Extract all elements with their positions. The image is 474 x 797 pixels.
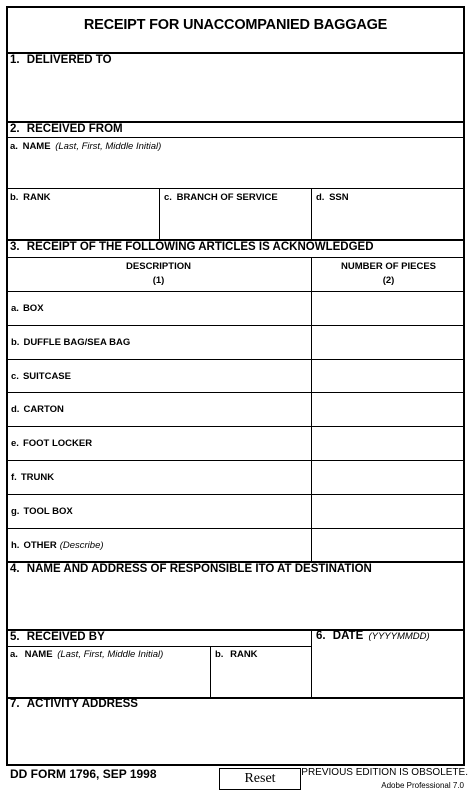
- received-by-name-label: a. NAME (Last, First, Middle Initial): [10, 649, 164, 660]
- delivered-to-field[interactable]: [10, 69, 462, 119]
- divider-received-by-date: [311, 629, 312, 697]
- section-4-number: 4.: [10, 563, 20, 575]
- article-row-label: a. BOX: [11, 303, 44, 314]
- column-header-description: DESCRIPTION (1): [126, 261, 191, 286]
- divider-name-rank: [210, 646, 211, 697]
- article-pieces-field[interactable]: [315, 430, 462, 456]
- article-row-rule: [6, 392, 465, 393]
- activity-address-field[interactable]: [10, 714, 462, 762]
- section-6-header: [316, 630, 430, 642]
- received-from-ssn-field[interactable]: [315, 206, 462, 236]
- reset-button[interactable]: Reset: [219, 768, 301, 790]
- article-row-label: d. CARTON: [11, 404, 64, 416]
- rule-s3-colhead-bottom: [6, 291, 465, 292]
- divider-branch-ssn: [311, 188, 312, 240]
- section-1-header: [10, 54, 112, 66]
- software-note: Adobe Professional 7.0: [381, 781, 464, 790]
- previous-edition-note: PREVIOUS EDITION IS OBSOLETE.: [301, 767, 468, 778]
- received-from-name-label: a. NAME (Last, First, Middle Initial): [10, 141, 162, 152]
- column-header-number-of-pieces: NUMBER OF PIECES (2): [340, 261, 436, 286]
- section-5-number: 5.: [10, 631, 20, 643]
- section-1-number: 1.: [10, 54, 20, 66]
- divider-rank-branch: [159, 188, 160, 240]
- received-from-name-field[interactable]: [10, 155, 462, 185]
- article-row-rule: [6, 528, 465, 529]
- article-pieces-field[interactable]: [315, 329, 462, 355]
- received-by-rank-field[interactable]: [214, 664, 308, 694]
- article-row-label: b. DUFFLE BAG/SEA BAG: [11, 336, 131, 348]
- section-2-header: [10, 123, 123, 135]
- article-pieces-field[interactable]: [315, 532, 462, 558]
- article-pieces-field[interactable]: [315, 295, 462, 321]
- section-1-label: DELIVERED TO: [26, 54, 112, 66]
- form-identifier: DD FORM 1796, SEP 1998: [10, 767, 157, 781]
- article-row-label: g. TOOL BOX: [11, 505, 73, 517]
- received-by-rank-label: b. RANK: [215, 649, 258, 660]
- section-6-hint: (YYYYMMDD): [368, 631, 430, 642]
- article-row-label: c. SUITCASE: [11, 370, 71, 382]
- section-5-label: RECEIVED BY: [26, 631, 105, 643]
- article-pieces-field[interactable]: [315, 464, 462, 490]
- section-6-number: 6.: [316, 630, 326, 642]
- form-title: RECEIPT FOR UNACCOMPANIED BAGGAGE: [83, 17, 388, 33]
- responsible-ito-field[interactable]: [10, 579, 462, 627]
- section-5-header: [10, 631, 105, 643]
- section-6-label: DATE: [332, 630, 364, 642]
- article-row-rule: [6, 325, 465, 326]
- section-3-number: 3.: [10, 241, 20, 253]
- received-by-name-field[interactable]: [10, 664, 207, 694]
- section-7-number: 7.: [10, 698, 20, 710]
- article-row-label: h. OTHER (Describe): [11, 539, 104, 551]
- section-4-header: [10, 563, 372, 575]
- date-field[interactable]: [315, 648, 462, 694]
- section-2-label: RECEIVED FROM: [26, 123, 123, 135]
- section-3-label: RECEIPT OF THE FOLLOWING ARTICLES IS ACKNOWLEDGED: [26, 241, 374, 253]
- section-7-label: ACTIVITY ADDRESS: [26, 698, 138, 710]
- received-from-rank-label: b. RANK: [10, 192, 51, 203]
- article-pieces-field[interactable]: [315, 498, 462, 524]
- received-from-ssn-label: d. SSN: [316, 192, 349, 203]
- divider-description-pieces: [311, 257, 312, 562]
- section-2-number: 2.: [10, 123, 20, 135]
- article-row-rule: [6, 359, 465, 360]
- article-row-label: f. TRUNK: [11, 472, 55, 483]
- received-from-branch-label: c. BRANCH OF SERVICE: [164, 192, 278, 203]
- article-row-label: e. FOOT LOCKER: [11, 438, 93, 450]
- article-row-rule: [6, 460, 465, 461]
- article-pieces-field[interactable]: [315, 396, 462, 422]
- section-7-header: [10, 698, 138, 710]
- rule-s3-sub: [6, 257, 465, 258]
- article-pieces-field[interactable]: [315, 363, 462, 389]
- section-3-header: [10, 241, 374, 253]
- article-row-rule: [6, 426, 465, 427]
- rule-s5-sub: [6, 646, 311, 647]
- rule-s2-sub: [6, 137, 465, 138]
- article-row-rule: [6, 494, 465, 495]
- rule-s2-row2: [6, 188, 465, 189]
- received-from-branch-field[interactable]: [163, 206, 308, 236]
- section-4-label: NAME AND ADDRESS OF RESPONSIBLE ITO AT DESTINATION: [26, 563, 372, 575]
- received-from-rank-field[interactable]: [10, 206, 156, 236]
